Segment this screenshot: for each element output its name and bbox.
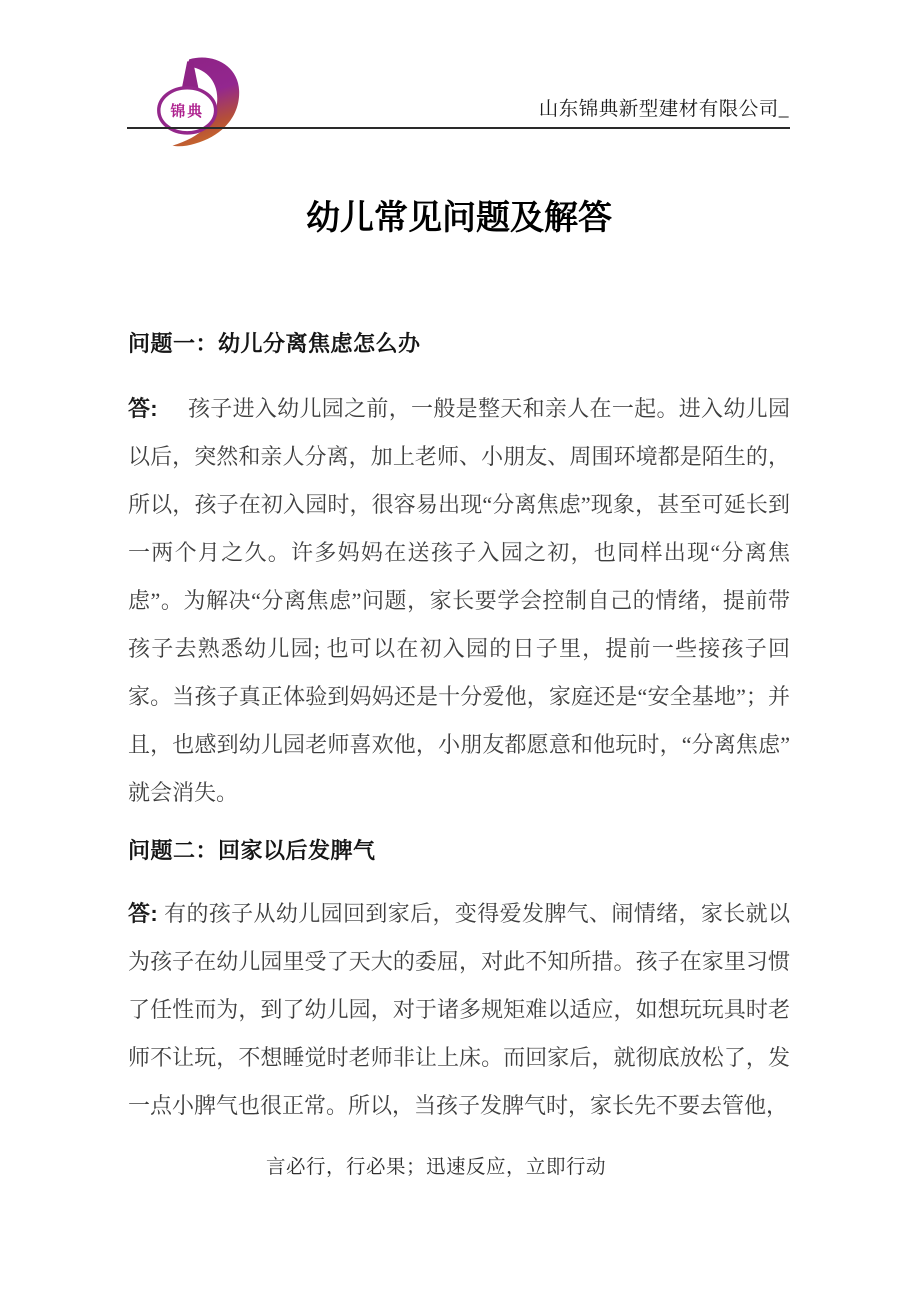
document-title: 幼儿常见问题及解答 bbox=[306, 200, 612, 237]
footer-motto: 言必行，行必果；迅速反应，立即行动 bbox=[266, 1157, 607, 1178]
question-2-heading: 问题二：回家以后发脾气 bbox=[128, 838, 376, 863]
answer-2-label: 答: bbox=[128, 901, 158, 926]
logo-mark-icon bbox=[148, 55, 246, 149]
answer-1-text: 孩子进入幼儿园之前，一般是整天和亲人在一起。进入幼儿园以后，突然和亲人分离，加上老师、小朋友、周围环境都是陌生的，所以，孩子在初入园时，很容易出现“分离焦虑”现象，甚至可延长到一两个月之久。许多妈妈在送孩子入园之初，也同样出现“分离焦虑”。为解决“分离焦虑”问题，家长要学会控制自己的情绪，提前带孩子去熟悉幼儿园; 也可以在初入园的日子里，提前一些接孩子回家。当孩子真正体验到妈妈还是十分爱他，家庭还是“安全基地”；并且，也感到幼儿园老师喜欢他，小朋友都愿意和他玩时，“分离焦虑”就会消失。 bbox=[128, 396, 790, 805]
company-name: 山东锦典新型建材有限公司_ bbox=[538, 99, 789, 120]
header-divider bbox=[127, 127, 790, 129]
logo-text: 锦典 bbox=[170, 104, 204, 121]
answer-1-paragraph bbox=[128, 385, 790, 817]
answer-2-paragraph bbox=[128, 890, 790, 1130]
question-1-heading: 问题一：幼儿分离焦虑怎么办 bbox=[128, 331, 421, 356]
company-logo bbox=[148, 55, 246, 149]
answer-2-text: 有的孩子从幼儿园回到家后，变得爱发脾气、闹情绪，家长就以为孩子在幼儿园里受了天大的委屈，对此不知所措。孩子在家里习惯了任性而为，到了幼儿园，对于诸多规矩难以适应，如想玩玩具时老师不让玩，不想睡觉时老师非让上床。而回家后，就彻底放松了，发一点小脾气也很正常。所以，当孩子发脾气时，家长先不要去管他， bbox=[128, 901, 790, 1118]
answer-1-label: 答: bbox=[128, 396, 158, 421]
